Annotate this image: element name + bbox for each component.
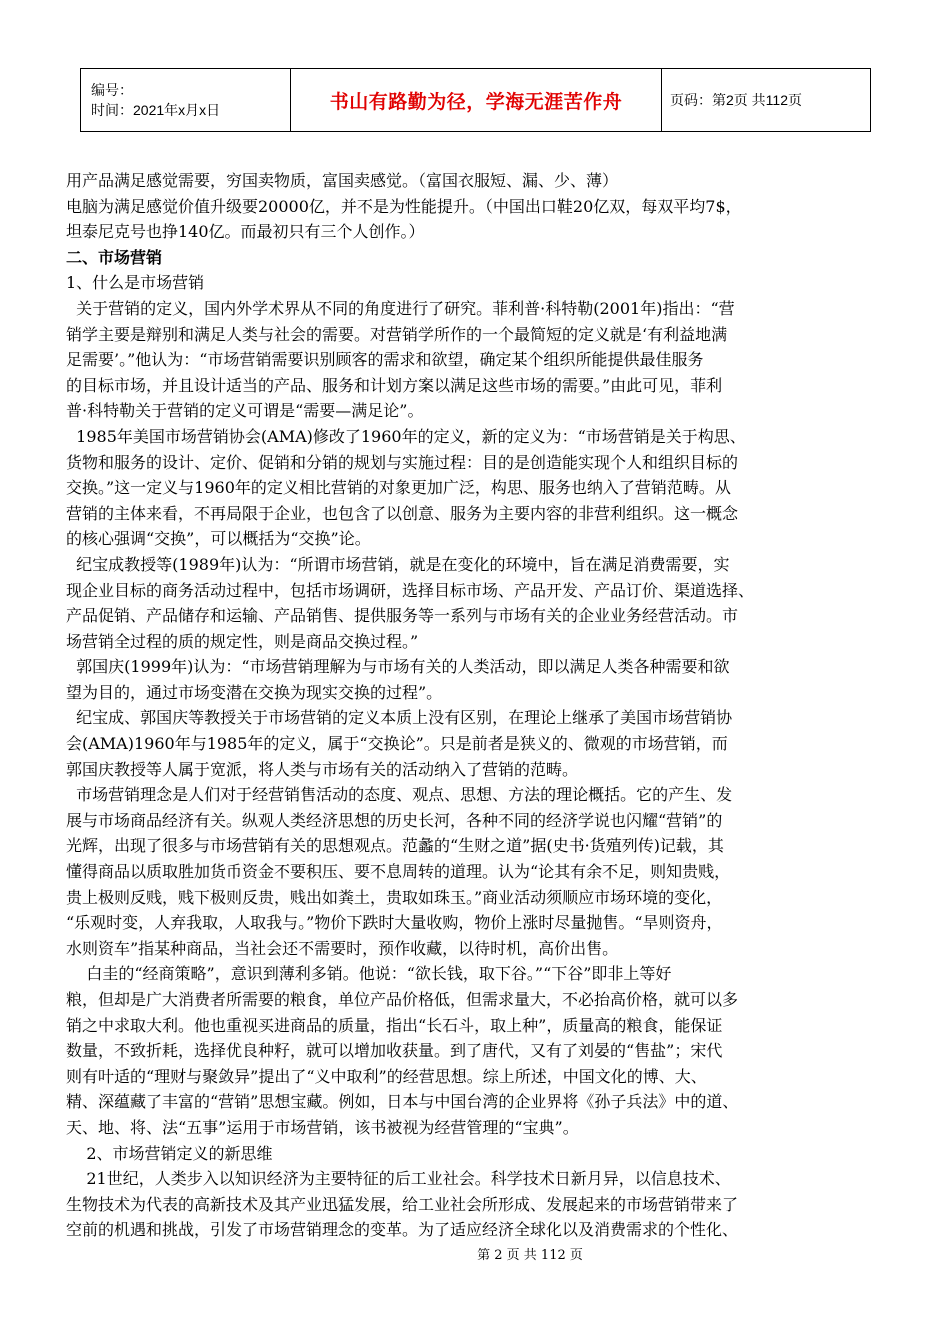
body-text-line: 货物和服务的设计、定价、促销和分销的规划与实施过程：目的是创造能实现个人和组织目标的 bbox=[66, 452, 739, 472]
body-text-line: 销之中求取大利。他也重视买进商品的质量，指出“长石斗，取上种”，质量高的粮食，能保证 bbox=[66, 1015, 723, 1035]
body-text-line: 展与市场商品经济有关。纵观人类经济思想的历史长河，各种不同的经济学说也闪耀“营销”的 bbox=[66, 810, 723, 830]
body-text-line: 用产品满足感觉需要，穷国卖物质，富国卖感觉。（富国衣服短、漏、少、薄） bbox=[66, 171, 619, 190]
body-text-line: 贵上极则反贱，贱下极则反贵，贱出如粪土，贵取如珠玉。”商业活动须顺应市场环境的变化， bbox=[66, 887, 723, 907]
body-text-line: 纪宝成、郭国庆等教授关于市场营销的定义本质上没有区别，在理论上继承了美国市场营销协 bbox=[66, 708, 733, 728]
header-page-number: 页码：第2页 共112页 bbox=[662, 69, 871, 132]
section-heading: 二、市场营销 bbox=[66, 247, 163, 267]
document-number-label: 编号： bbox=[91, 82, 133, 98]
body-text-line: 则有叶适的“理财与聚敛异”提出了“义中取利”的经营思想。综上所述，中国文化的博、大、 bbox=[66, 1066, 707, 1086]
body-text-line: 1、什么是市场营销 bbox=[66, 273, 205, 293]
body-text-line: 望为目的，通过市场变潜在交换为现实交换的过程”。 bbox=[66, 682, 443, 702]
header-info-cell bbox=[81, 69, 291, 132]
body-text-line: 的目标市场，并且设计适当的产品、服务和计划方案以满足这些市场的需要。”由此可见，菲利 bbox=[66, 375, 723, 395]
body-text-line: 天、地、将、法“五事”运用于市场营销，该书被视为经营管理的“宝典”。 bbox=[66, 1117, 579, 1137]
body-text-line: 光辉，出现了很多与市场营销有关的思想观点。范蠡的“生财之道”据(史书·货殖列传)记载，其 bbox=[66, 836, 724, 856]
body-text-line: 场营销全过程的质的规定性，则是商品交换过程。” bbox=[66, 631, 419, 651]
header-motto: 书山有路勤为径，学海无涯苦作舟 bbox=[291, 69, 662, 132]
body-text-line: 普·科特勒关于营销的定义可谓是“需要—满足论”。 bbox=[66, 401, 424, 421]
body-text-line: 关于营销的定义，国内外学术界从不同的角度进行了研究。菲利普·科特勒(2001年)指出：“营 bbox=[66, 298, 735, 318]
body-text-line: 精、深蕴藏了丰富的“营销”思想宝藏。例如，日本与中国台湾的企业界将《孙子兵法》中的道、 bbox=[66, 1092, 739, 1112]
body-text-line: 白圭的“经商策略”，意识到薄利多销。他说：“欲长钱，取下谷。”“下谷”即非上等好 bbox=[66, 964, 672, 984]
document-time-label: 时间：2021年x月x日 bbox=[91, 102, 221, 118]
body-text-line: 懂得商品以质取胜加货币资金不要积压、要不息周转的道理。认为“论其有余不足，则知贵贱， bbox=[66, 862, 731, 882]
document-body bbox=[66, 168, 888, 1243]
body-text-line: 郭国庆(1999年)认为：“市场营销理解为与市场有关的人类活动，即以满足人类各种需要和欲 bbox=[66, 657, 730, 677]
body-text-line: 现企业目标的商务活动过程中，包括市场调研，选择目标市场、产品开发、产品订价、渠道选择、 bbox=[66, 580, 755, 600]
body-text-line: 营销的主体来看，不再局限于企业，也包含了以创意、服务为主要内容的非营利组织。这一概念 bbox=[66, 503, 739, 523]
body-text-line: 产品促销、产品储存和运输、产品销售、提供服务等一系列与市场有关的企业业务经营活动。市 bbox=[66, 606, 739, 626]
body-text-line: 21世纪，人类步入以知识经济为主要特征的后工业社会。科学技术日新月异，以信息技术、 bbox=[66, 1169, 731, 1189]
body-text-line: 空前的机遇和挑战，引发了市场营销理念的变革。为了适应经济全球化以及消费需求的个性化、 bbox=[66, 1220, 739, 1240]
page-header-table bbox=[80, 68, 871, 132]
body-text-line: 销学主要是辩别和满足人类与社会的需要。对营销学所作的一个最简短的定义就是‘有利益地满 bbox=[66, 324, 728, 344]
body-text-line: 的核心强调“交换”，可以概括为“交换”论。 bbox=[66, 529, 371, 549]
body-text-line: 1985年美国市场营销协会(AMA)修改了1960年的定义，新的定义为：“市场营销是关于构思、 bbox=[66, 426, 746, 446]
body-text-line: 数量，不致折耗，选择优良种籽，就可以增加收获量。到了唐代，又有了刘晏的“售盐”；宋代 bbox=[66, 1041, 723, 1061]
body-text-line: 会(AMA)1960年与1985年的定义，属于“交换论”。只是前者是狭义的、微观的市场营销，而 bbox=[66, 734, 728, 754]
body-text-line: 足需要’。”他认为：“市场营销需要识别顾客的需求和欲望，确定某个组织所能提供最佳服务 bbox=[66, 350, 704, 370]
body-text-line: 水则资车”指某种商品，当社会还不需要时，预作收藏，以待时机，高价出售。 bbox=[66, 938, 619, 958]
page-footer: 第 2 页 共 112 页 bbox=[477, 1248, 583, 1263]
body-text-line: 粮，但却是广大消费者所需要的粮食，单位产品价格低，但需求量大，不必抬高价格，就可以多 bbox=[66, 990, 739, 1009]
body-text-line: 市场营销理念是人们对于经营销售活动的态度、观点、思想、方法的理论概括。它的产生、发 bbox=[66, 785, 733, 805]
body-text-line: 交换。”这一定义与1960年的定义相比营销的对象更加广泛，构思、服务也纳入了营销范畴。从 bbox=[66, 478, 731, 498]
body-text-line: 郭国庆教授等人属于宽派，将人类与市场有关的活动纳入了营销的范畴。 bbox=[66, 759, 579, 779]
body-text-line: “乐观时变，人弃我取，人取我与。”物价下跌时大量收购，物价上涨时尽量抛售。“旱则资舟， bbox=[66, 913, 723, 933]
body-text-line: 电脑为满足感觉价值升级要20000亿，并不是为性能提升。（中国出口鞋20亿双，每双平均7$， bbox=[66, 196, 742, 216]
body-text-line: 纪宝成教授等(1989年)认为：“所谓市场营销，就是在变化的环境中，旨在满足消费需要，实 bbox=[66, 554, 730, 574]
body-text-line: 生物技术为代表的高新技术及其产业迅猛发展，给工业社会所形成、发展起来的市场营销带来了 bbox=[66, 1194, 739, 1214]
body-text-line: 坦泰尼克号也挣140亿。而最初只有三个人创作。） bbox=[66, 222, 425, 242]
body-text-line: 2、市场营销定义的新思维 bbox=[66, 1143, 273, 1163]
